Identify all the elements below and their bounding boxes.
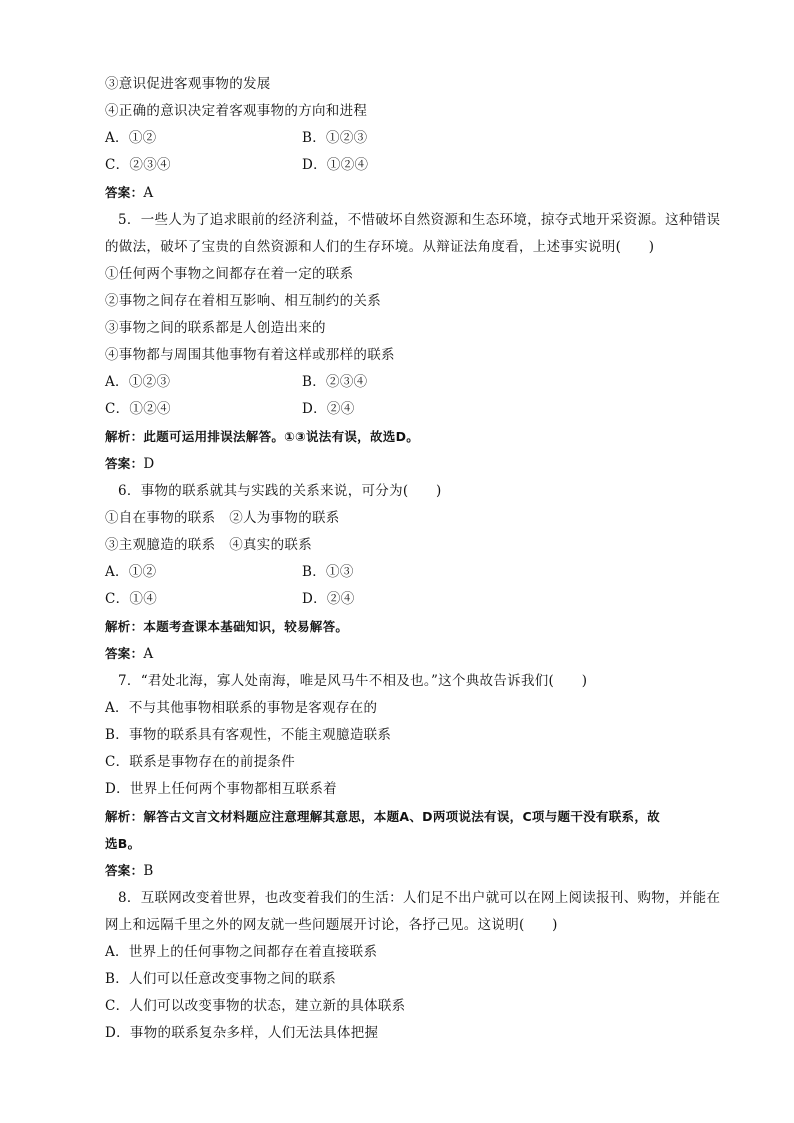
q6-stem: 6．事物的联系就其与实践的关系来说，可分为( ) [118,483,442,499]
q6-explanation [105,618,348,636]
q4-item-3: ③意识促进客观事物的发展 [105,76,271,92]
q5-option-c: C．①②④ [105,401,171,417]
answer-value: A [143,646,154,662]
q6-option-b: B．①③ [302,564,354,580]
explanation-label: 解析： [105,619,144,634]
answer-value: D [143,456,155,472]
q6-items-row-2: ③主观臆造的联系 ④真实的联系 [105,537,312,553]
q8-option-c: C．人们可以改变事物的状态，建立新的具体联系 [105,998,406,1014]
q5-explanation [105,428,419,446]
q6-answer [105,645,153,663]
q4-option-a: A．①② [105,130,157,146]
explanation-text: 本题考查课本基础知识，较易解答。 [143,619,349,634]
q8-option-a: A．世界上的任何事物之间都存在着直接联系 [105,944,378,960]
q4-answer [105,184,153,202]
explanation-text-cont: 选B。 [105,836,141,851]
q8-stem-line-1: 8．互联网改变着世界，也改变着我们的生活：人们足不出户就可以在网上阅读报刊、购物，并能在 [118,890,721,906]
q8-option-d: D．事物的联系复杂多样，人们无法具体把握 [105,1025,379,1041]
q7-option-b: B．事物的联系具有客观性，不能主观臆造联系 [105,727,392,743]
q6-option-a: A．①② [105,564,157,580]
q6-option-c: C．①④ [105,591,158,607]
q7-option-a: A．不与其他事物相联系的事物是客观存在的 [105,700,378,716]
q5-stem-line-1: 5．一些人为了追求眼前的经济利益，不惜破坏自然资源和生态环境，掠夺式地开采资源。这种错误 [118,212,721,228]
explanation-text: 解答古文言文材料题应注意理解其意思，本题A、D两项说法有误，C项与题干没有联系，故 [143,809,660,824]
answer-value: A [143,185,154,201]
q7-stem: 7．“君处北海，寡人处南海，唯是风马牛不相及也。”这个典故告诉我们( ) [118,673,588,689]
q7-explanation-line-2 [105,835,140,853]
q5-option-b: B．②③④ [302,374,368,390]
q7-answer [105,862,154,880]
q5-item-3: ③事物之间的联系都是人创造出来的 [105,320,326,336]
q4-option-d: D．①②④ [302,157,369,173]
q4-item-4: ④正确的意识决定着客观事物的方向和进程 [105,103,368,119]
answer-label: 答案： [105,185,144,200]
answer-label: 答案： [105,863,144,878]
q4-option-c: C．②③④ [105,157,171,173]
explanation-text: 此题可运用排误法解答。①③说法有误，故选D。 [143,429,420,444]
q5-item-4: ④事物都与周围其他事物有着这样或那样的联系 [105,347,395,363]
answer-label: 答案： [105,646,144,661]
q5-item-1: ①任何两个事物之间都存在着一定的联系 [105,266,354,282]
q4-option-b: B．①②③ [302,130,368,146]
q5-option-a: A．①②③ [105,374,171,390]
q7-option-c: C．联系是事物存在的前提条件 [105,754,296,770]
q5-option-d: D．②④ [302,401,355,417]
explanation-label: 解析： [105,429,144,444]
q5-item-2: ②事物之间存在着相互影响、相互制约的关系 [105,293,381,309]
q6-items-row-1: ①自在事物的联系 ②人为事物的联系 [105,510,340,526]
q8-option-b: B．人们可以任意改变事物之间的联系 [105,971,337,987]
q5-stem-line-2: 的做法，破坏了宝贵的自然资源和人们的生存环境。从辩证法角度看，上述事实说明( ) [105,239,655,255]
q5-answer [105,455,155,473]
q7-explanation-line-1 [105,808,660,826]
q8-stem-line-2: 网上和远隔千里之外的网友就一些问题展开讨论，各抒己见。这说明( ) [105,917,558,933]
answer-label: 答案： [105,456,144,471]
q7-option-d: D．世界上任何两个事物都相互联系着 [105,781,337,797]
explanation-label: 解析： [105,809,144,824]
answer-value: B [143,863,154,879]
q6-option-d: D．②④ [302,591,355,607]
